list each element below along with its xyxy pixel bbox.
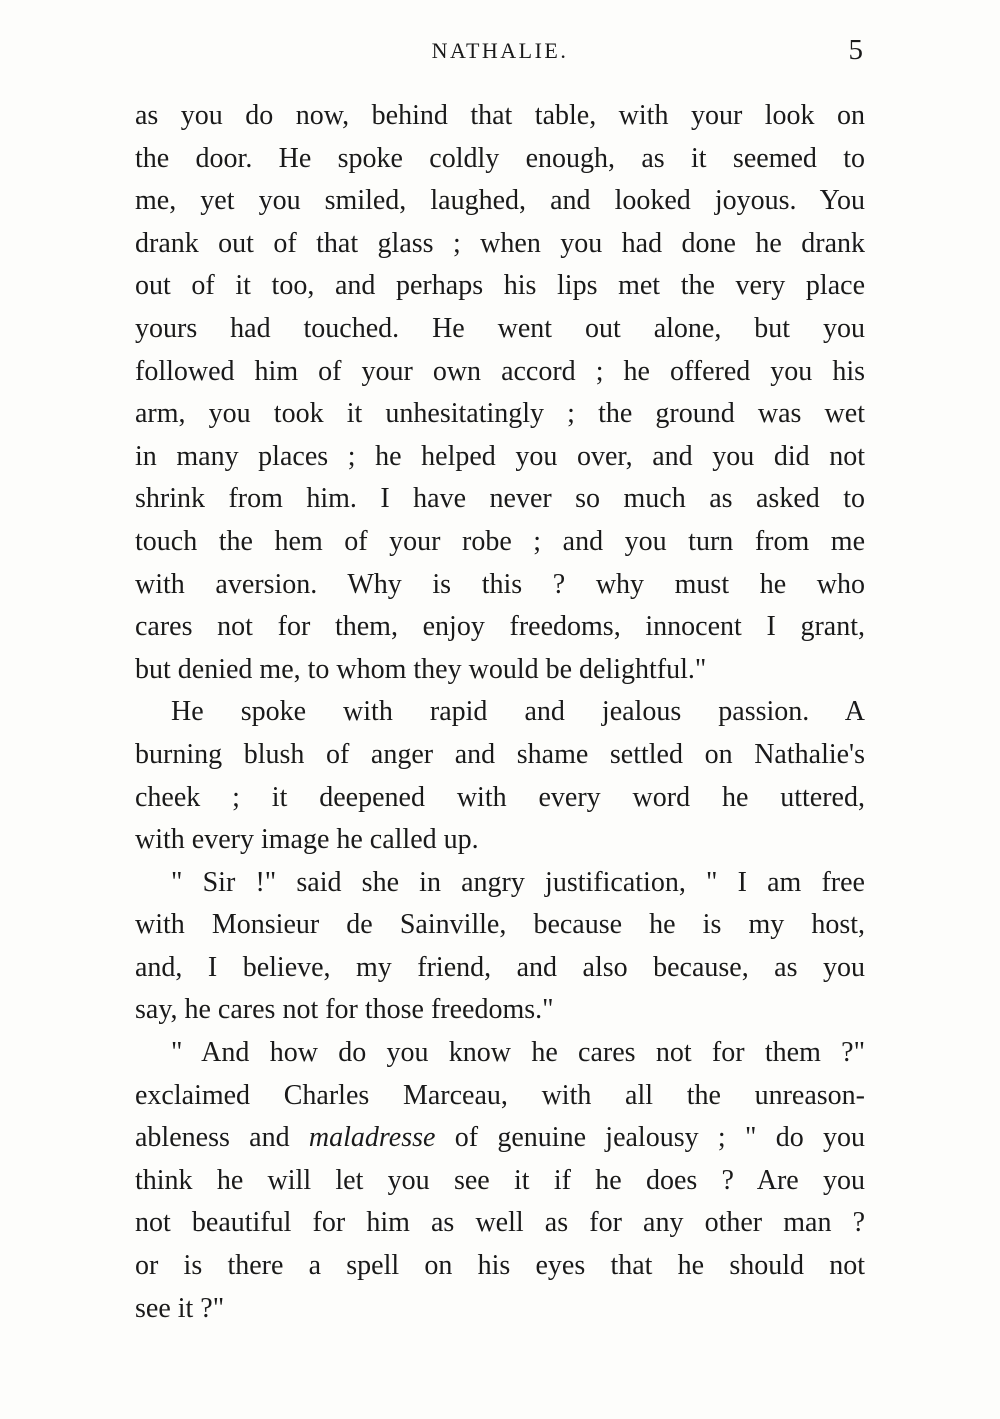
text-line: He spoke with rapid and jealous passion. A: [171, 696, 865, 728]
text-line: in many places ; he helped you over, and you did not: [135, 440, 865, 472]
text-line: with aversion. Why is this ? why must he who: [135, 568, 865, 600]
text-line: " And how do you know he cares not for them ?": [171, 1037, 865, 1069]
paragraph-1: [135, 95, 865, 691]
text-line: or is there a spell on his eyes that he should not: [135, 1250, 865, 1282]
text-line: me, yet you smiled, laughed, and looked joyous. You: [135, 185, 865, 217]
text-line: cheek ; it deepened with every word he uttered,: [135, 781, 865, 813]
text-line: cares not for them, enjoy freedoms, innocent I grant,: [135, 611, 865, 643]
text-line: burning blush of anger and shame settled on Nathalie's: [135, 738, 865, 770]
paragraph-3: [135, 862, 865, 1032]
text-fragment: of genuine jealousy ; " do you: [454, 1122, 866, 1154]
text-line: the door. He spoke coldly enough, as it seemed to: [135, 142, 865, 174]
text-line: exclaimed Charles Marceau, with all the unreason-: [135, 1079, 865, 1111]
text-line: " Sir !" said she in angry justification, " I am free: [171, 866, 865, 898]
text-line: with Monsieur de Sainville, because he is my host,: [135, 909, 865, 941]
text-line: but denied me, to whom they would be delightful.": [135, 653, 707, 685]
text-fragment: ableness and: [135, 1122, 290, 1154]
text-line: with every image he called up.: [135, 824, 479, 856]
text-line: shrink from him. I have never so much as asked to: [135, 483, 865, 515]
text-line: touch the hem of your robe ; and you turn from me: [135, 525, 865, 557]
text-line: drank out of that glass ; when you had done he drank: [135, 227, 865, 259]
italic-word: maladresse: [308, 1122, 436, 1154]
text-line: and, I believe, my friend, and also because, as you: [135, 951, 865, 983]
text-line: yours had touched. He went out alone, but you: [135, 312, 865, 344]
running-title: NATHALIE.: [431, 38, 569, 63]
text-line: think he will let you see it if he does ? Are you: [135, 1164, 865, 1196]
paragraph-4: [135, 1032, 865, 1330]
text-line: followed him of your own accord ; he offered you his: [135, 355, 865, 387]
paragraph-2: [135, 691, 865, 861]
text-line: arm, you took it unhesitatingly ; the ground was wet: [135, 398, 865, 430]
text-line: out of it too, and perhaps his lips met the very place: [135, 270, 865, 302]
text-line: not beautiful for him as well as for any other man ?: [135, 1207, 865, 1239]
text-line-mixed: [135, 1117, 865, 1160]
body-text: [135, 95, 865, 1330]
text-line: see it ?": [135, 1292, 225, 1324]
text-line: say, he cares not for those freedoms.": [135, 994, 554, 1026]
page-number: 5: [848, 34, 863, 66]
running-head: [135, 34, 865, 78]
text-line: as you do now, behind that table, with your look on: [135, 100, 865, 131]
